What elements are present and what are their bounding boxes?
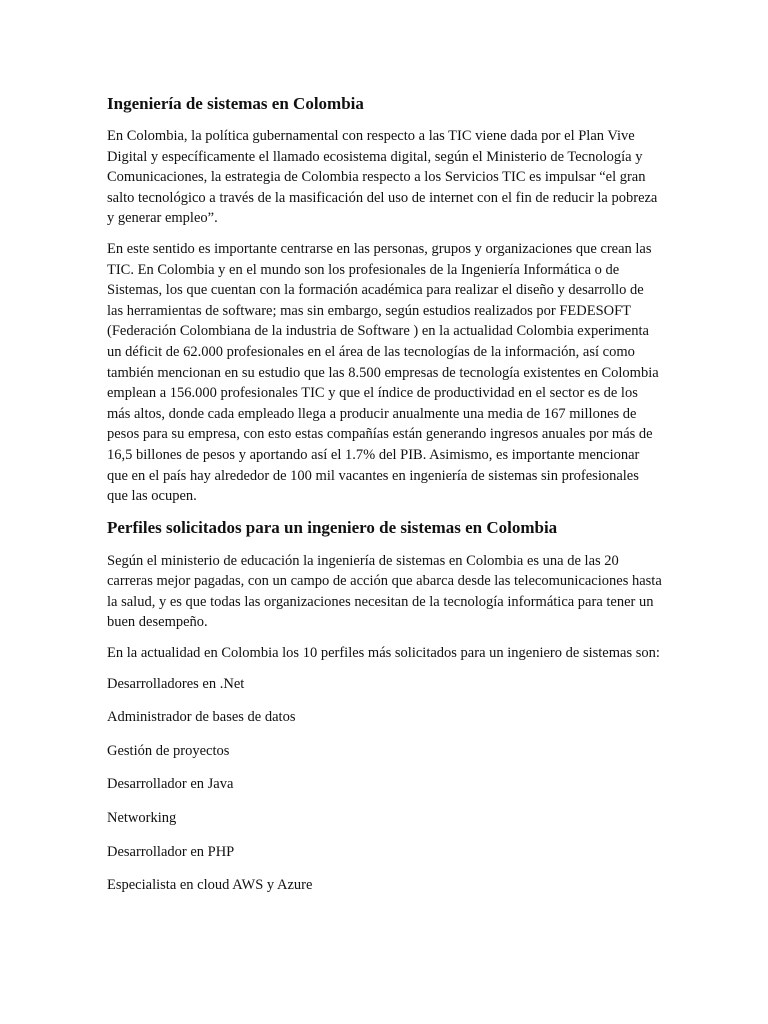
document-body (107, 93, 663, 909)
list-item: Gestión de proyectos (107, 742, 230, 759)
section-heading-profiles: Perfiles solicitados para un ingeniero de sistemas en Colombia (107, 517, 558, 537)
paragraph-policy: En Colombia, la política gubernamental con respecto a las TIC viene dada por el Plan Vive Digital y específicamente el llamado ecosistema digital, según el Ministerio de Tecnología y Comunicaciones, la estrategia de Colombia respecto a los Servicios TIC es impulsar “el gran salto tecnológico a través de la masificación del uso de internet con el fin de reducir la pobreza y generar empleo”. (107, 128, 658, 227)
section-heading-engineering: Ingeniería de sistemas en Colombia (107, 94, 364, 113)
list-item: Desarrolladores en .Net (107, 675, 245, 692)
paragraph-ministry: Según el ministerio de educación la ingeniería de sistemas en Colombia es una de las 20 carreras mejor pagadas, con un campo de acción que abarca desde las telecomunicaciones hasta la salud, y es que todas las organizaciones necesitan de la tecnología informática para tener un buen desempeño. (107, 552, 662, 631)
profiles-list (107, 674, 663, 896)
paragraph-profiles-intro: En la actualidad en Colombia los 10 perfiles más solicitados para un ingeniero de sistemas son: (107, 645, 660, 662)
list-item: Administrador de bases de datos (107, 709, 296, 726)
list-item: Desarrollador en Java (107, 776, 234, 793)
list-item: Especialista en cloud AWS y Azure (107, 877, 313, 894)
paragraph-professionals: En este sentido es importante centrarse en las personas, grupos y organizaciones que crean las TIC. En Colombia y en el mundo son los profesionales de la Ingeniería Informática o de Sistemas, los que cuentan con la formación académica para realizar el diseño y desarrollo de las herramientas de software; mas sin embargo, según estudios realizados por FEDESOFT (Federación Colombiana de la industria de Software ) en la actualidad Colombia experimenta un déficit de 62.000 profesionales en el área de las tecnologías de la información, así como también mencionan en su estudio que las 8.500 empresas de tecnología existentes en Colombia emplean a 156.000 profesionales TIC y que el índice de productividad en el sector es de los más altos, donde cada empleado llega a producir anualmente una media de 167 millones de pesos para su empresa, con esto estas compañías están generando ingresos anuales por más de 16,5 billones de pesos y aportando así el 1.7% del PIB. Asimismo, es importante mencionar que en el país hay alrededor de 100 mil vacantes en ingeniería de sistemas sin profesionales que las ocupen. (107, 240, 659, 505)
list-item: Networking (107, 810, 177, 827)
list-item: Desarrollador en PHP (107, 843, 235, 860)
